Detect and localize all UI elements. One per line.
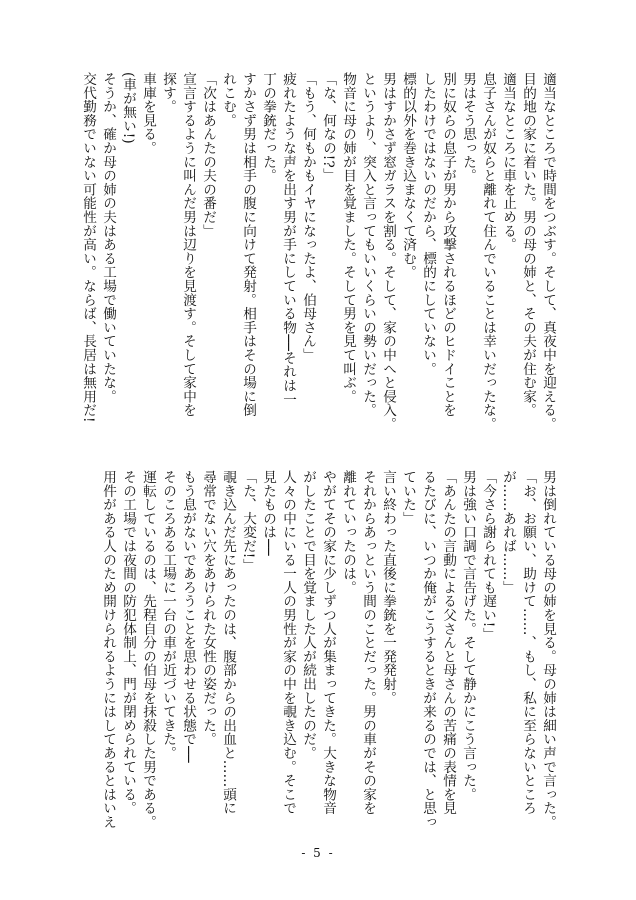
text-line: るたびに、いつか俺がこうするときが来るのでは、と思っ	[420, 470, 436, 829]
text-line: がしたことで目を覚ました人が続出したのだ。	[300, 470, 316, 760]
text-line: 物音に母の姉が目を覚ました。そして男を見て叫ぶ。	[340, 72, 356, 404]
page-number: - 5 -	[301, 846, 335, 860]
text-line: 尋常でない穴をあけられた女性の姿だった。	[200, 470, 216, 746]
text-line: 「な、何なの!?」	[320, 72, 336, 182]
text-line: 覗き込んだ先にあったのは、腹部からの出血と……頭に	[220, 470, 236, 815]
text-line: 探す。	[160, 72, 176, 114]
text-line: 男はすかさず窓ガラスを割る。そして、家の中へと侵入。	[380, 72, 396, 431]
text-line: そうか、確か母の姉の夫はある工場で働いていたな。	[100, 72, 116, 404]
text-line: 用件がある人のため開けられるようにはしてあるとはいえ	[100, 470, 116, 829]
text-line: 適当なところに車を止める。	[500, 72, 516, 252]
text-line: 別に奴らの息子が男から攻撃されるほどのヒドイことを	[440, 72, 456, 417]
text-line: 目的地の家に着いた。男の母の姉と、その夫が住む家。	[520, 72, 536, 417]
text-line: 「もう、何もかもイヤになったよ、伯母さん」	[300, 72, 316, 362]
upper-text-block	[78, 72, 558, 444]
text-line: その工場では夜間の防犯体制上、門が閉められている。	[120, 470, 136, 815]
text-line: 適当なところで時間をつぶす。そして、真夜中を迎える。	[540, 72, 556, 431]
text-line: 見たものは──	[260, 470, 276, 556]
text-line: 言い終わった直後に拳銃を一発発射。	[380, 470, 396, 705]
text-line: それからあっという間のことだった。男の車がその家を	[360, 470, 376, 815]
text-line: 車庫を見る。	[140, 72, 156, 155]
text-line: ていた」	[400, 470, 416, 526]
text-line: 運転しているのは、先程自分の伯母を抹殺した男である。	[140, 470, 156, 829]
text-line: 男はそう思った。	[460, 72, 476, 183]
lower-text-block	[98, 470, 558, 842]
text-line: 「た、大変だ!」	[240, 470, 256, 573]
text-line: 男は倒れている母の姉を見る。母の姉は細い声で言った。	[540, 470, 556, 829]
text-line: れこむ。	[220, 72, 236, 128]
text-line: 丁の拳銃だった。	[260, 72, 276, 183]
text-line: が……あれば……」	[500, 470, 516, 595]
text-line: すかさず男は相手の腹に向けて発射。相手はその場に倒	[240, 72, 256, 417]
text-line: そのころある工場に一台の車が近づいてきた。	[160, 470, 176, 760]
text-line: 交代勤務でいない可能性が高い。ならば、長居は無用だ!	[80, 72, 96, 423]
text-line: 息子さんが奴らと離れて住んでいることは幸いだったな。	[480, 72, 496, 431]
text-line: 「次はあんたの夫の番だ」	[200, 72, 216, 238]
text-line: 人々の中にいる一人の男性が家の中を覗き込む。そこで	[280, 470, 296, 815]
text-line: 疲れたような声を出す男が手にしている物──それは一	[280, 72, 296, 407]
text-line: 標的以外を巻き込まなくて済む。	[400, 72, 416, 279]
text-line: したわけではないのだから、標的にしていない。	[420, 72, 436, 376]
text-line: (車が無い!)	[120, 72, 136, 144]
text-line: 男は強い口調で言告げた。そして静かにこう言った。	[460, 470, 476, 802]
text-line: 離れていったのは。	[340, 470, 356, 595]
text-line: 「あんたの言動による父さんと母さんの苦痛の表情を見	[440, 470, 456, 815]
text-line: やがてその家に少しずつ人が集まってきた。大きな物音	[320, 470, 336, 815]
text-line: というより、突入と言ってもいいくらいの勢いだった。	[360, 72, 376, 417]
text-line: 「お、お願い、助けて……、もし、私に至らないところ	[520, 470, 536, 815]
text-line: 宣言するように叫んだ男は辺りを見渡す。そして家中を	[180, 72, 196, 417]
text-line: もう息がないであろうことを思わせる状態で──	[180, 470, 196, 763]
text-line: 「今さら謝られても遅い!」	[480, 470, 496, 642]
